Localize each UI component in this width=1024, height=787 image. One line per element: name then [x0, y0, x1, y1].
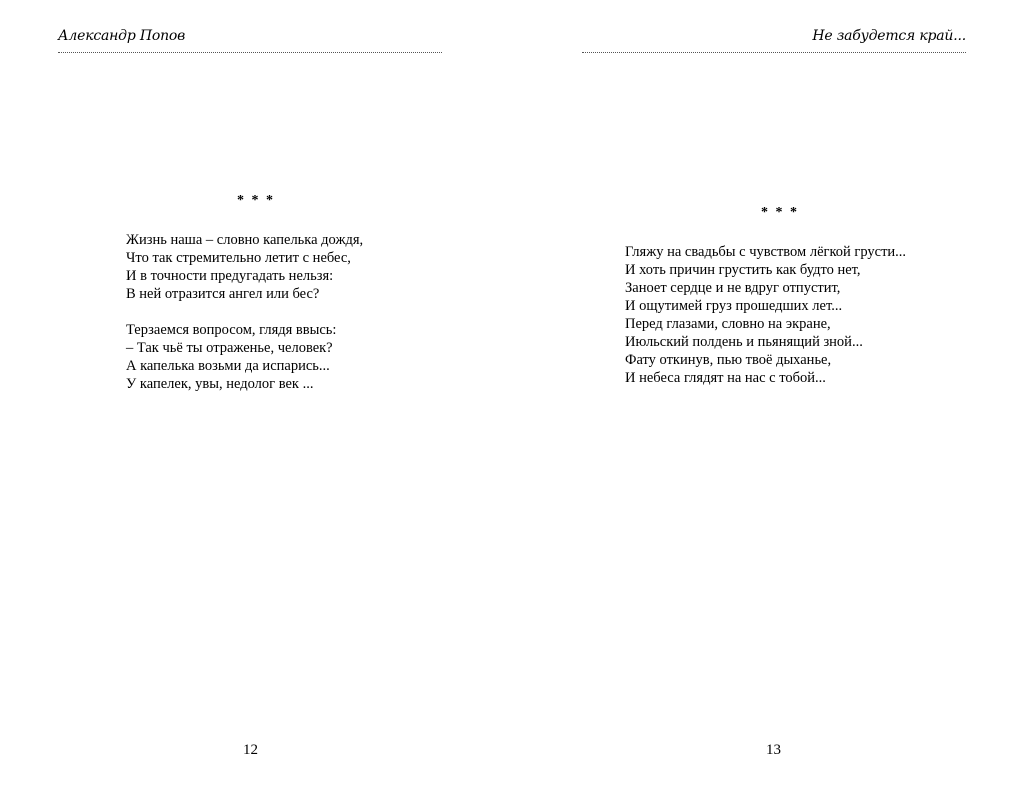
poem-line: И хоть причин грустить как будто нет, — [625, 262, 861, 278]
poem-separator: * * * — [761, 205, 799, 220]
stanza — [126, 231, 363, 303]
poem-line: А капелька возьми да испарись... — [126, 358, 330, 374]
right-page — [512, 0, 1024, 787]
page-number: 13 — [766, 742, 781, 758]
poem-line: Что так стремительно летит с небес, — [126, 250, 351, 266]
poem-line: Жизнь наша – словно капелька дождя, — [126, 232, 364, 248]
poem-wedding — [625, 243, 906, 387]
poem-line: Фату откинув, пью твоё дыханье, — [625, 352, 832, 368]
poem-line: И ощутимей груз прошедших лет... — [625, 298, 843, 314]
poem-line: И в точности предугадать нельзя: — [126, 268, 334, 284]
running-head-book-title: Не забудется край... — [812, 28, 966, 44]
poem-line: – Так чьё ты отраженье, человек? — [126, 340, 333, 356]
poem-line: У капелек, увы, недолог век ... — [126, 376, 314, 392]
poem-line: И небеса глядят на нас с тобой... — [625, 370, 826, 386]
page-number: 12 — [243, 742, 258, 758]
stanza-gap — [126, 303, 363, 321]
poem-line: Перед глазами, словно на экране, — [625, 316, 831, 332]
running-head-author: Александр Попов — [58, 28, 186, 44]
stanza — [126, 321, 363, 393]
poem-line: Июльский полдень и пьянящий зной... — [625, 334, 863, 350]
header-dotted-rule — [582, 52, 966, 53]
poem-raindrop — [126, 231, 363, 393]
poem-line: Гляжу на свадьбы с чувством лёгкой грусти... — [625, 244, 907, 260]
poem-line: Терзаемся вопросом, глядя ввысь: — [126, 322, 337, 338]
poem-line: Заноет сердце и не вдруг отпустит, — [625, 280, 841, 296]
poem-line: В ней отразится ангел или бес? — [126, 286, 320, 302]
header-dotted-rule — [58, 52, 442, 53]
poem-separator: * * * — [237, 193, 275, 208]
stanza — [625, 243, 906, 387]
